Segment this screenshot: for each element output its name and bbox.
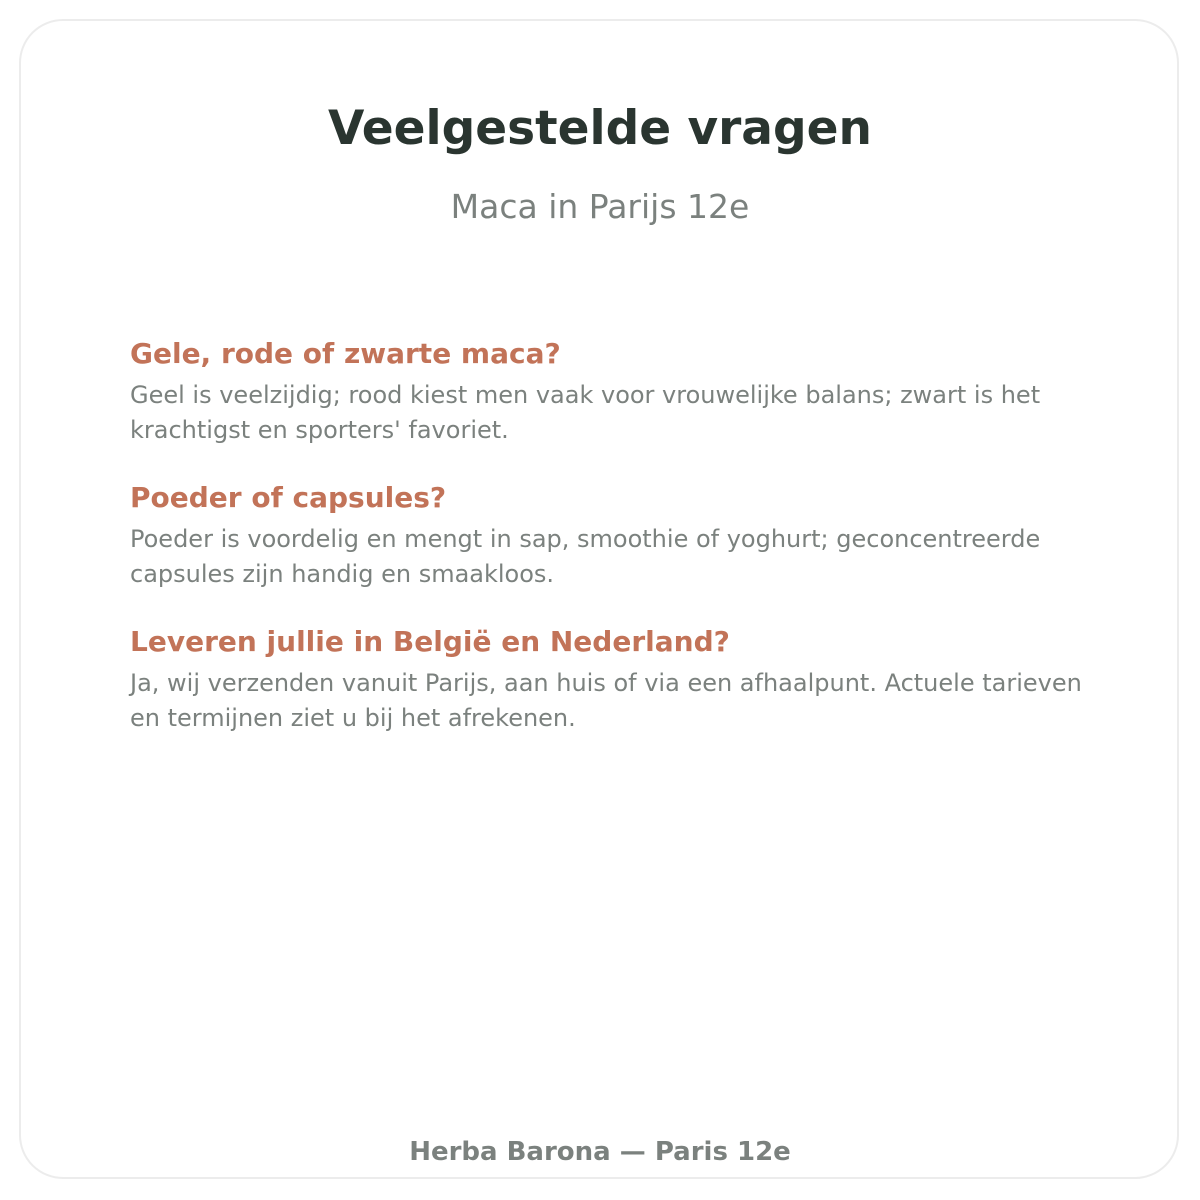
faq-list [130, 334, 1110, 766]
faq-answer: Ja, wij verzenden vanuit Parijs, aan huis of via een afhaalpunt. Actuele tarieven en termijnen ziet u bij het afrekenen. [130, 669, 1082, 732]
faq-question: Poeder of capsules? [130, 481, 447, 514]
faq-item-color [130, 334, 1110, 448]
faq-item-shipping [130, 622, 1110, 736]
faq-item-form [130, 478, 1110, 592]
footer-brand: Herba Barona — Paris 12e [409, 1137, 791, 1167]
faq-answer: Geel is veelzijdig; rood kiest men vaak voor vrouwelijke balans; zwart is het krachtigst en sporters' favoriet. [130, 381, 1041, 444]
page-subtitle: Maca in Parijs 12e [450, 187, 750, 226]
faq-question: Leveren jullie in België en Nederland? [130, 625, 730, 658]
faq-question: Gele, rode of zwarte maca? [130, 337, 561, 370]
page-title: Veelgestelde vragen [327, 101, 872, 156]
faq-answer: Poeder is voordelig en mengt in sap, smoothie of yoghurt; geconcentreerde capsules zijn handig en smaakloos. [130, 525, 1041, 588]
